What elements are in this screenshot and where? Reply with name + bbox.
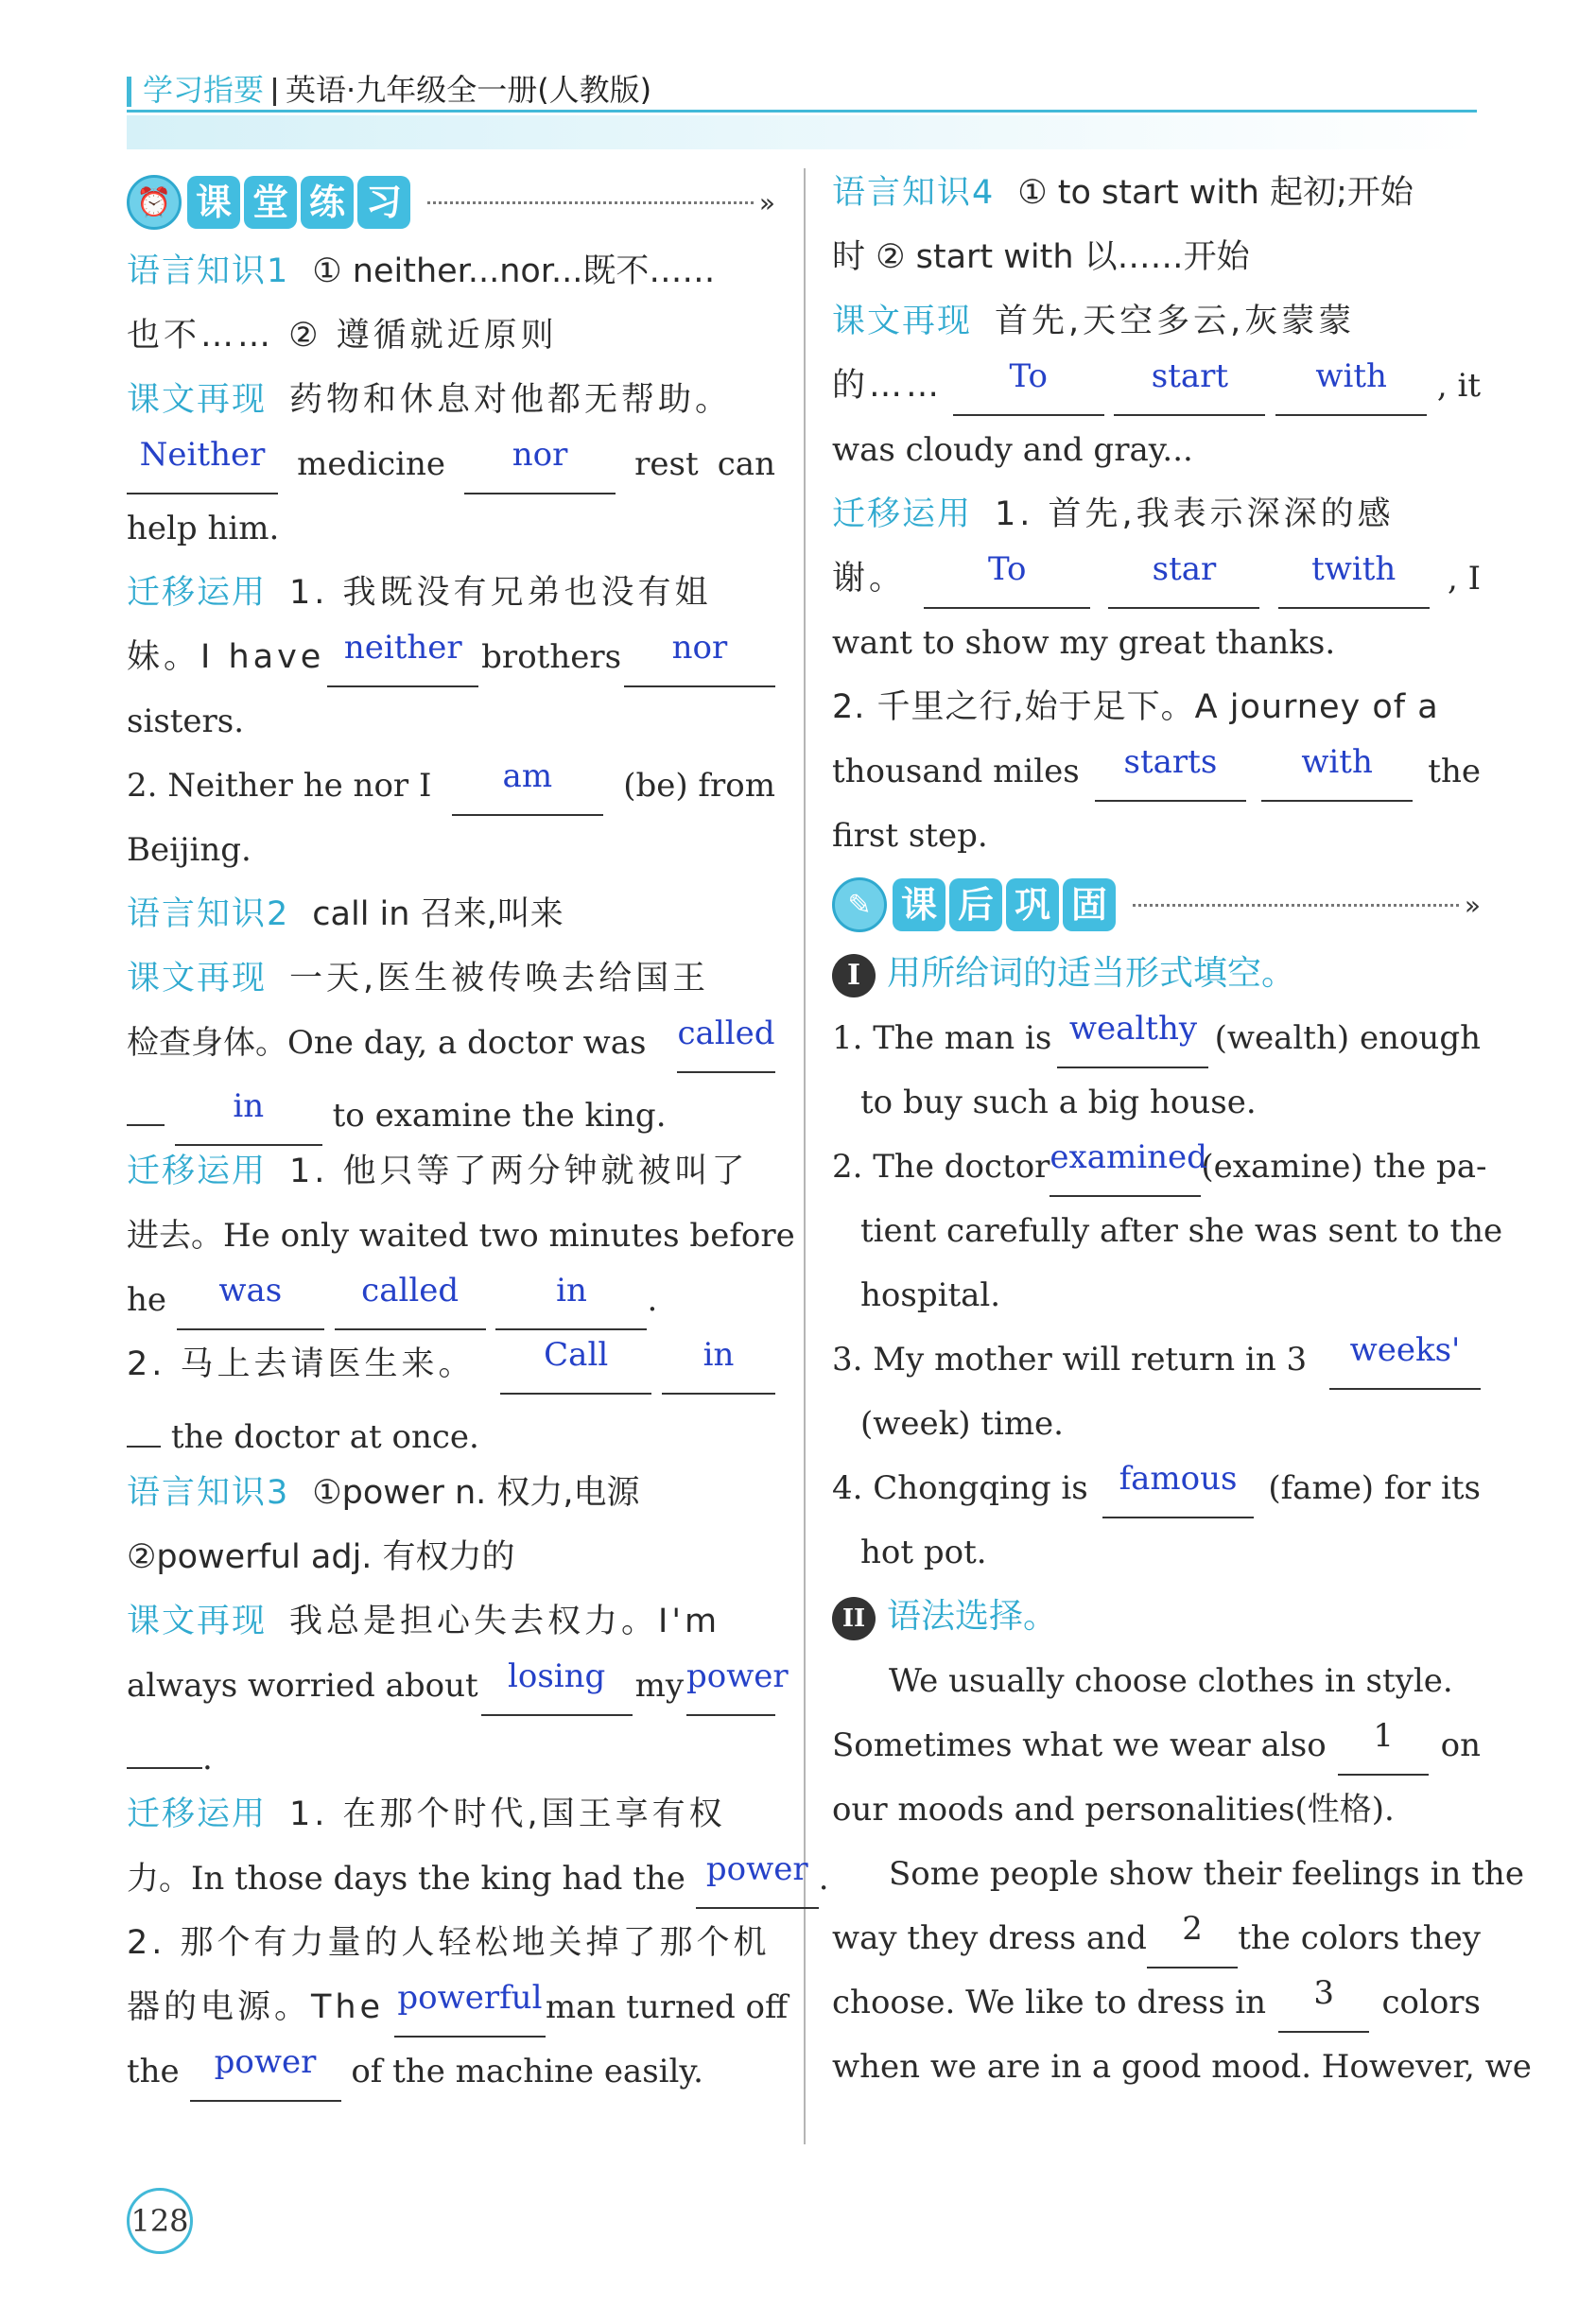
lk4-line-2 <box>832 225 1481 289</box>
kw4-line <box>832 289 1481 354</box>
answer-text: nor <box>671 629 728 667</box>
dotted-leader <box>1133 904 1459 907</box>
grammar-line-5 <box>832 1906 1481 1970</box>
sentence-text: want to show my great thanks. <box>832 624 1336 662</box>
answer-text: Neither <box>139 436 266 474</box>
fill-blank[interactable] <box>1057 1010 1208 1068</box>
kw3-end-line: . <box>127 1718 775 1782</box>
kw2-fill-line-2 <box>127 1075 775 1139</box>
blank-number: 3 <box>1313 1974 1335 2012</box>
qy3-2-line <box>127 1911 775 1975</box>
sentence-text: sisters. <box>127 702 245 740</box>
answer-text: in <box>233 1087 265 1125</box>
fill-blank[interactable] <box>924 550 1090 609</box>
section-title-char: 后 <box>949 878 1002 931</box>
sentence-text: 4. Chongqing is <box>832 1469 1088 1507</box>
grammar-line-3 <box>832 1778 1481 1842</box>
lk1-line <box>127 239 775 304</box>
qy4-2-fill-line <box>832 739 1481 804</box>
kw2-chinese: 一天,医生被传唤去给国王 <box>289 960 710 997</box>
sentence-word: the <box>1428 753 1481 790</box>
part-title: 语法选择。 <box>887 1597 1058 1636</box>
header-book-title: 英语·九年级全一册(人教版) <box>286 72 652 108</box>
answer-text: called <box>361 1272 460 1309</box>
answer-text: twith <box>1311 550 1396 588</box>
p1-2-line <box>832 1135 1487 1199</box>
sentence-word: my <box>634 1667 685 1705</box>
kw1-end-line <box>127 496 775 561</box>
qy2-2-line <box>127 1332 775 1396</box>
sentence-text: to buy such a big house. <box>860 1084 1257 1121</box>
passage-text: We usually choose clothes in style. <box>889 1662 1453 1700</box>
part-number-badge: I <box>832 954 876 997</box>
fill-blank[interactable] <box>1275 357 1427 416</box>
column-divider <box>804 168 806 2144</box>
answer-text: am <box>502 757 553 795</box>
kw4-chinese: 首先,天空多云,灰蒙蒙 <box>995 303 1356 340</box>
blank-number: 2 <box>1182 1910 1203 1948</box>
passage-text: when we are in a good mood. However, we <box>832 2048 1532 2086</box>
qy1-end-line <box>127 689 775 754</box>
fill-blank[interactable] <box>177 1272 324 1330</box>
fill-blank[interactable] <box>1095 743 1246 802</box>
kw2-line <box>127 946 775 1011</box>
sentence-text: 检查身体。One day, a doctor was <box>127 1024 647 1062</box>
fill-blank[interactable] <box>452 757 603 816</box>
passage-text: Sometimes what we wear also <box>832 1726 1327 1764</box>
sentence-text: 的…… <box>832 367 944 405</box>
qy1-line <box>127 561 775 625</box>
tag-language-knowledge: 语言知识3 <box>127 1474 290 1512</box>
fill-blank[interactable] <box>1114 357 1265 416</box>
kw3-line <box>127 1589 775 1654</box>
answer-text: in <box>556 1272 587 1309</box>
fill-blank[interactable] <box>685 1657 789 1716</box>
sentence-word: medicine <box>297 445 446 483</box>
header-rule <box>127 110 1477 113</box>
double-chevron-icon: » <box>1464 889 1481 921</box>
lk3-line <box>127 1461 775 1525</box>
passage-text: colors <box>1381 1984 1481 2021</box>
answer-text: wealthy <box>1068 1010 1198 1048</box>
fill-blank[interactable] <box>1278 550 1430 609</box>
answer-text: start <box>1151 357 1229 395</box>
lk4-line <box>832 161 1481 225</box>
sentence-text: 2. 马上去请医生来。 <box>127 1345 476 1383</box>
qy2-chinese: 1. 他只等了两分钟就被叫了 <box>289 1153 749 1190</box>
sentence-text: help him. <box>127 510 280 547</box>
sentence-text: always worried about <box>127 1667 478 1705</box>
sentence-word: rest <box>634 445 699 483</box>
fill-blank[interactable] <box>394 1979 546 2038</box>
sentence-word: he <box>127 1281 167 1319</box>
part-number-badge: II <box>832 1597 876 1640</box>
answer-text: powerful <box>397 1979 543 2017</box>
answer-text: called <box>677 1015 775 1052</box>
tag-language-knowledge: 语言知识4 <box>832 174 996 212</box>
p1-1-end <box>832 1070 1481 1135</box>
numbered-blank[interactable] <box>1338 1717 1429 1776</box>
fill-blank[interactable] <box>175 1087 322 1146</box>
sentence-text: Beijing. <box>127 831 252 869</box>
passage-text: the colors they <box>1238 1919 1481 1957</box>
sentence-text: 2. 那个有力量的人轻松地关掉了那个机 <box>127 1924 771 1962</box>
lk1-text: ① neither...nor...既不…… <box>312 252 716 290</box>
fill-blank[interactable] <box>1102 1460 1254 1518</box>
qy2-2-end-line <box>127 1396 775 1461</box>
fill-blank[interactable] <box>662 1336 775 1395</box>
qy3-2-fill-line <box>127 1975 789 2039</box>
sentence-text: (be) from <box>623 767 775 805</box>
qy4-line <box>832 482 1481 546</box>
answer-text: nor <box>512 436 568 474</box>
qy3-line <box>127 1782 775 1847</box>
qy3-2-end-line <box>127 2039 775 2104</box>
section-title-char: 课 <box>187 176 240 229</box>
answer-text: losing <box>507 1657 606 1695</box>
sentence-text: the doctor at once. <box>170 1418 479 1456</box>
qy3-chinese: 1. 在那个时代,国王享有权 <box>289 1795 726 1833</box>
left-column <box>127 165 829 2104</box>
qy1-2-end-line <box>127 818 775 882</box>
fill-blank[interactable] <box>1050 1138 1207 1197</box>
kw3-chinese: 我总是担心失去权力。I'm <box>289 1603 721 1640</box>
alarm-clock-icon: ⏰ <box>127 175 182 230</box>
sentence-word: , it <box>1436 367 1481 405</box>
kw1-chinese: 药物和休息对他都无帮助。 <box>289 381 733 419</box>
section-title-char: 课 <box>893 878 945 931</box>
sentence-word: , I <box>1447 560 1481 598</box>
qy2-line <box>127 1139 775 1204</box>
tag-text-recap: 课文再现 <box>127 1603 268 1640</box>
lk4-text: ① to start with 起初;开始 <box>1017 174 1414 212</box>
lk3-text: ①power n. 权力,电源 <box>312 1474 640 1512</box>
sentence-text: 2. 千里之行,始于足下。A journey of a <box>832 688 1439 726</box>
qy1-2-line <box>127 754 775 818</box>
qy4-2-end-line <box>832 804 1481 868</box>
fill-blank[interactable] <box>696 1850 819 1909</box>
sentence-text: 妹。I have <box>127 638 325 676</box>
answer-text: neither <box>343 629 462 667</box>
part-title: 用所给词的适当形式填空。 <box>887 954 1296 993</box>
answer-text: weeks' <box>1349 1331 1461 1369</box>
fill-blank-continuation <box>127 1075 165 1126</box>
kw1-line <box>127 368 775 432</box>
fill-blank[interactable] <box>500 1336 651 1395</box>
p1-3-end <box>832 1392 1481 1456</box>
sentence-text: (examine) the pa- <box>1201 1148 1487 1186</box>
lk2-line <box>127 882 775 946</box>
sentence-text: 3. My mother will return in 3 <box>832 1341 1308 1379</box>
sentence-text: 2. Neither he nor I <box>127 767 432 805</box>
fill-blank[interactable] <box>1261 743 1413 802</box>
answer-text: power <box>685 1657 789 1695</box>
passage-text: choose. We like to dress in <box>832 1984 1266 2021</box>
lk1-text-2: 也不…… ② 遵循就近原则 <box>127 317 558 355</box>
header-band <box>127 115 1477 149</box>
fill-blank[interactable] <box>624 629 775 687</box>
passage-text: Some people show their feelings in the <box>889 1855 1524 1893</box>
section-title-char: 练 <box>301 176 354 229</box>
fill-blank[interactable] <box>495 1272 647 1330</box>
sentence-text: hot pot. <box>860 1534 987 1571</box>
section-header-classroom <box>127 165 775 239</box>
lk2-text: call in 召来,叫来 <box>312 895 564 933</box>
qy1-chinese: 1. 我既没有兄弟也没有姐 <box>289 574 712 612</box>
fill-blank-continuation <box>127 1718 202 1769</box>
tag-text-recap: 课文再现 <box>127 381 268 419</box>
tag-transfer-use: 迁移运用 <box>832 495 973 533</box>
qy4-end-line <box>832 611 1481 675</box>
page-number: 128 <box>127 2188 193 2254</box>
section-title-after-class <box>893 878 1119 931</box>
sentence-text: hospital. <box>860 1276 1001 1314</box>
sentence-text: 进去。He only waited two minutes before <box>127 1217 795 1255</box>
double-chevron-icon: » <box>758 186 775 218</box>
kw3-fill-line <box>127 1654 789 1718</box>
grammar-line-2 <box>832 1713 1481 1778</box>
sentence-text: (week) time. <box>860 1405 1064 1443</box>
lk3-line-2 <box>127 1525 775 1589</box>
sentence-text: of the machine easily. <box>351 2053 703 2090</box>
blank-number: 1 <box>1373 1717 1394 1755</box>
part2-heading <box>832 1585 1481 1649</box>
qy4-2-line <box>832 675 1481 739</box>
sentence-text: 器的电源。The <box>127 1988 385 2026</box>
section-title-classroom <box>187 176 414 229</box>
part1-heading <box>832 942 1481 1006</box>
sentence-text: 谢。 <box>832 560 907 598</box>
sentence-text: was cloudy and gray... <box>832 431 1193 469</box>
fill-blank[interactable] <box>1329 1331 1481 1390</box>
grammar-line-4 <box>832 1842 1524 1906</box>
fill-blank-continuation <box>127 1396 161 1448</box>
qy4-chinese: 1. 首先,我表示深深的感 <box>995 495 1395 533</box>
dotted-leader <box>427 201 754 204</box>
p1-1-line <box>832 1006 1481 1070</box>
passage-text: way they dress and <box>832 1919 1147 1957</box>
sentence-text: (wealth) enough <box>1214 1019 1481 1057</box>
answer-text: starts <box>1123 743 1218 781</box>
p1-4-line <box>832 1456 1481 1520</box>
answer-text: To <box>1009 357 1048 395</box>
fill-blank[interactable] <box>1108 550 1259 609</box>
answer-text: power <box>214 2043 317 2081</box>
pencil-icon: ✎ <box>832 877 887 932</box>
answer-text: Call <box>544 1336 609 1374</box>
tag-transfer-use: 迁移运用 <box>127 1153 268 1190</box>
sentence-word: brothers <box>481 638 622 676</box>
answer-text: with <box>1315 357 1387 395</box>
sentence-text: first step. <box>832 817 988 855</box>
qy4-fill-line <box>832 546 1481 611</box>
section-title-char: 巩 <box>1006 878 1059 931</box>
section-title-char: 固 <box>1063 878 1116 931</box>
qy2-en-line <box>127 1204 795 1268</box>
header-brand: 学习指要 <box>143 72 265 108</box>
answer-text: examined <box>1050 1138 1207 1176</box>
numbered-blank[interactable] <box>1278 1974 1369 2033</box>
qy1-fill-line <box>127 625 775 689</box>
section-title-char: 堂 <box>244 176 297 229</box>
fill-blank[interactable] <box>335 1272 486 1330</box>
tag-language-knowledge: 语言知识1 <box>127 252 290 290</box>
section-title-char: 习 <box>357 176 410 229</box>
sentence-word: the <box>127 2053 180 2090</box>
answer-text: was <box>218 1272 283 1309</box>
sentence-text: to examine the king. <box>332 1097 667 1135</box>
tag-text-recap: 课文再现 <box>127 960 268 997</box>
numbered-blank[interactable] <box>1147 1910 1238 1968</box>
sentence-text: tient carefully after she was sent to the <box>860 1212 1503 1250</box>
sentence-text: thousand miles <box>832 753 1080 790</box>
sentence-text: (fame) for its <box>1268 1469 1481 1507</box>
sentence-word: can <box>717 445 775 483</box>
sentence-text: 1. The man is <box>832 1019 1052 1057</box>
p1-4-end <box>832 1520 1481 1585</box>
answer-text: To <box>987 550 1027 588</box>
sentence-text: 2. The doctor <box>832 1148 1050 1186</box>
answer-text: in <box>703 1336 735 1374</box>
passage-text: our moods and personalities(性格). <box>832 1791 1395 1829</box>
qy3-fill-line: 力。In those days the king had the power . <box>127 1847 775 1911</box>
section-header-after-class <box>832 868 1481 942</box>
fill-blank[interactable] <box>677 1015 775 1073</box>
tag-transfer-use: 迁移运用 <box>127 574 268 612</box>
fill-blank[interactable] <box>190 2043 341 2102</box>
p1-2-end <box>832 1263 1481 1327</box>
passage-text: on <box>1440 1726 1481 1764</box>
fill-blank[interactable] <box>953 357 1104 416</box>
answer-text: star <box>1152 550 1217 588</box>
grammar-line-6 <box>832 1970 1481 2035</box>
fill-blank[interactable] <box>464 436 616 494</box>
kw4-fill-line <box>832 354 1481 418</box>
answer-text: power <box>705 1850 808 1888</box>
right-column <box>832 161 1532 2099</box>
grammar-line-1 <box>832 1649 1481 1713</box>
answer-text: famous <box>1119 1460 1238 1498</box>
fill-blank[interactable] <box>327 629 478 687</box>
sentence-text: 力。In those days the king had the <box>127 1860 685 1898</box>
p1-2-cont <box>832 1199 1503 1263</box>
tag-text-recap: 课文再现 <box>832 303 973 340</box>
grammar-line-7 <box>832 2035 1532 2099</box>
kw2-fill-line <box>127 1011 775 1075</box>
answer-text: with <box>1301 743 1373 781</box>
lk1-line-2 <box>127 304 775 368</box>
running-header <box>127 68 1477 112</box>
sentence-text: man turned off <box>545 1988 789 2026</box>
qy2-fill-line: he was called in . <box>127 1268 775 1332</box>
kw4-end-line <box>832 418 1481 482</box>
fill-blank[interactable] <box>127 436 278 494</box>
fill-blank[interactable] <box>481 1657 633 1716</box>
header-separator <box>273 78 276 106</box>
tag-language-knowledge: 语言知识2 <box>127 895 290 933</box>
lk4-text-2: 时 ② start with 以……开始 <box>832 238 1250 276</box>
p1-3-line <box>832 1327 1481 1392</box>
lk3-text-2: ②powerful adj. 有权力的 <box>127 1538 515 1576</box>
tag-transfer-use: 迁移运用 <box>127 1795 268 1833</box>
header-bar <box>127 77 131 107</box>
kw1-fill-line <box>127 432 775 496</box>
